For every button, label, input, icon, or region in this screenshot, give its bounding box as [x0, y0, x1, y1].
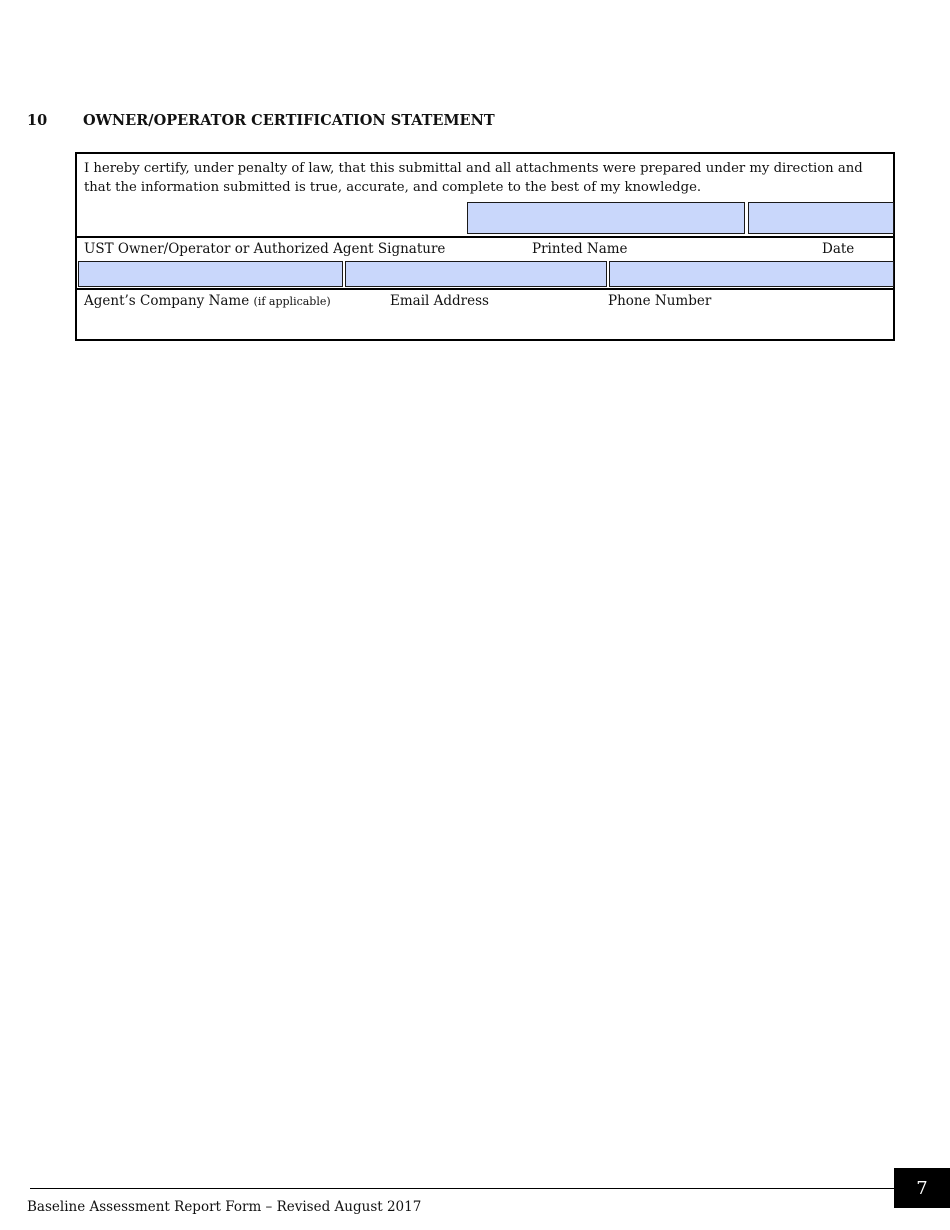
company-name-field[interactable] — [78, 261, 343, 287]
email-label: Email Address — [390, 293, 489, 309]
printed-name-label: Printed Name — [532, 241, 628, 257]
date-field[interactable] — [748, 202, 894, 234]
section-number: 10 — [27, 112, 48, 129]
date-label: Date — [822, 241, 855, 257]
company-name-label — [84, 293, 331, 309]
page-number: 7 — [894, 1168, 950, 1208]
printed-name-field[interactable] — [467, 202, 745, 234]
footer-rule — [30, 1188, 894, 1189]
company-name-note: (if applicable) — [253, 295, 331, 308]
divider — [77, 236, 893, 238]
divider — [77, 288, 893, 290]
section-title: OWNER/OPERATOR CERTIFICATION STATEMENT — [83, 112, 495, 129]
certification-form — [75, 152, 895, 341]
signature-label: UST Owner/Operator or Authorized Agent Signature — [84, 241, 446, 257]
certification-statement: I hereby certify, under penalty of law, that this submittal and all attachments were prepared under my direction and that the information submitted is true, accurate, and complete to the best of my knowledge. — [84, 161, 863, 195]
company-name-label-text: Agent’s Company Name — [84, 293, 250, 309]
phone-label: Phone Number — [608, 293, 712, 309]
phone-field[interactable] — [609, 261, 894, 287]
footer-text: Baseline Assessment Report Form – Revised August 2017 — [27, 1199, 422, 1215]
email-field[interactable] — [345, 261, 607, 287]
